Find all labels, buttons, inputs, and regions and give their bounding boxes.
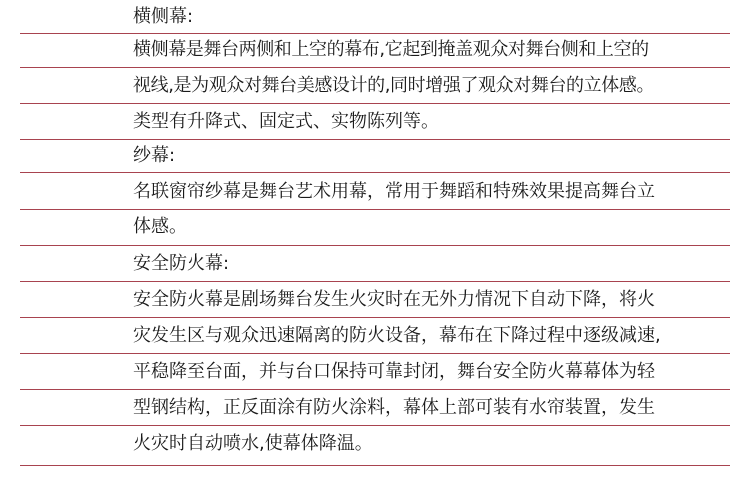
- divider-rule: [20, 172, 730, 173]
- divider-rule: [20, 245, 730, 246]
- divider-rule: [20, 103, 730, 104]
- divider-rule: [20, 67, 730, 68]
- divider-rule: [20, 209, 730, 210]
- section-heading-fire-curtain: 安全防火幕:: [133, 253, 230, 274]
- divider-rule: [20, 465, 730, 466]
- divider-rule: [20, 353, 730, 354]
- paragraph-line: 安全防火幕是剧场舞台发生火灾时在无外力情况下自动下降，将火: [133, 289, 655, 310]
- section-heading-side-curtain: 横侧幕:: [133, 6, 194, 27]
- divider-rule: [20, 139, 730, 140]
- paragraph-line: 型钢结构，正反面涂有防火涂料，幕体上部可装有水帘装置，发生: [133, 397, 655, 418]
- divider-rule: [20, 425, 730, 426]
- paragraph-line: 火灾时自动喷水,使幕体降温。: [133, 433, 373, 454]
- divider-rule: [20, 33, 730, 34]
- paragraph-line: 体感。: [133, 216, 187, 237]
- divider-rule: [20, 317, 730, 318]
- paragraph-line: 横侧幕是舞台两侧和上空的幕布,它起到掩盖观众对舞台侧和上空的: [133, 39, 649, 60]
- section-heading-gauze-curtain: 纱幕:: [133, 145, 176, 166]
- divider-rule: [20, 281, 730, 282]
- paragraph-line: 名联窗帘纱幕是舞台艺术用幕，常用于舞蹈和特殊效果提高舞台立: [133, 181, 655, 202]
- paragraph-line: 灾发生区与观众迅速隔离的防火设备，幕布在下降过程中逐级减速,: [133, 325, 661, 346]
- paragraph-line: 平稳降至台面，并与台口保持可靠封闭，舞台安全防火幕幕体为轻: [133, 361, 655, 382]
- divider-rule: [20, 389, 730, 390]
- paragraph-line: 类型有升降式、固定式、实物陈列等。: [133, 111, 439, 132]
- paragraph-line: 视线,是为观众对舞台美感设计的,同时增强了观众对舞台的立体感。: [133, 75, 655, 96]
